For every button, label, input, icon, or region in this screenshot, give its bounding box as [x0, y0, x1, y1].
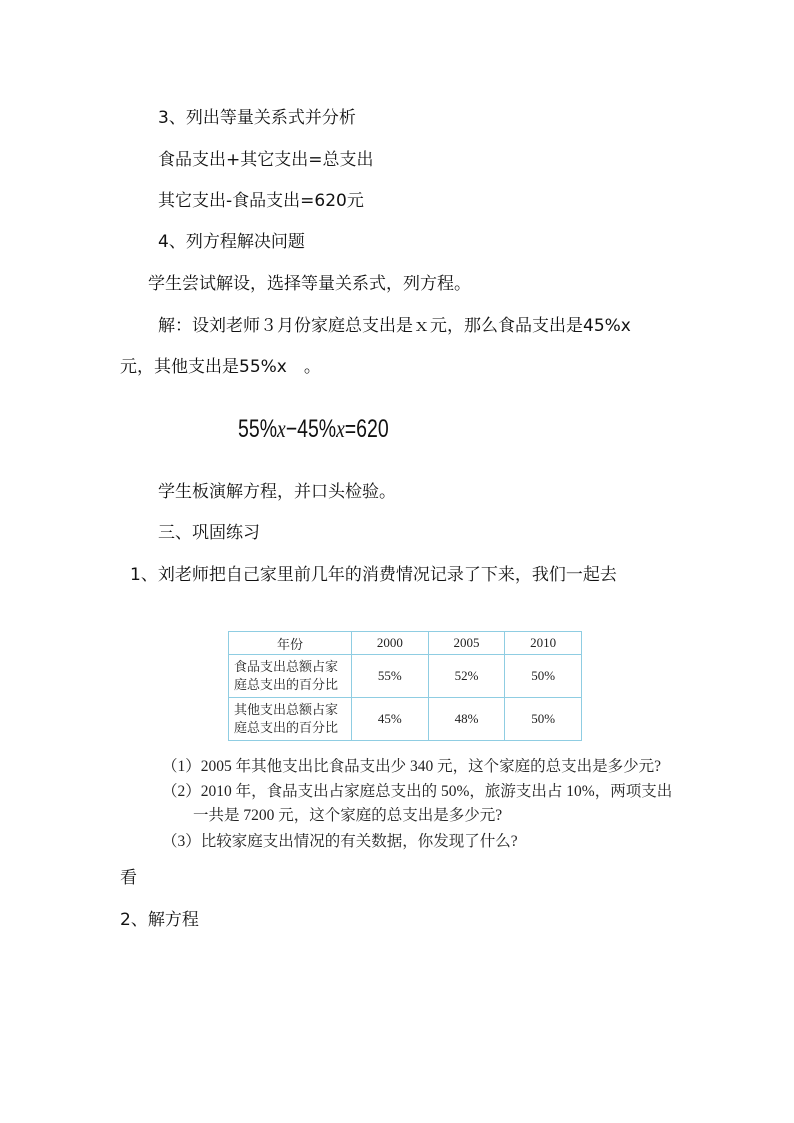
line-student-try: 学生尝试解设，选择等量关系式，列方程。 — [148, 274, 471, 294]
equation-result: =620 — [344, 415, 389, 443]
question-2-line-2: 一共是 7200 元，这个家庭的总支出是多少元? — [193, 807, 503, 824]
line-exercise-2: 2、解方程 — [120, 910, 199, 930]
line-relation-1: 食品支出+其它支出=总支出 — [158, 150, 374, 170]
expense-table — [228, 631, 582, 741]
line-solution-2: 元，其他支出是55%x 。 — [120, 357, 321, 377]
table-header-row — [229, 632, 582, 655]
section-title-practice: 三、巩固练习 — [158, 523, 260, 543]
line-relation-2: 其它支出-食品支出=620元 — [158, 191, 364, 211]
table-header-cell: 2005 — [428, 632, 505, 655]
table-header-cell: 2010 — [505, 632, 582, 655]
line-solution-1: 解：设刘老师３月份家庭总支出是ｘ元，那么食品支出是45%x — [158, 316, 631, 336]
line-board-solve: 学生板演解方程，并口头检验。 — [158, 482, 396, 502]
table-row-label: 其他支出总额占家庭总支出的百分比 — [229, 698, 352, 741]
question-3: （3）比较家庭支出情况的有关数据，你发现了什么? — [162, 833, 518, 850]
line-exercise-1: 1、刘老师把自己家里前几年的消费情况记录了下来，我们一起去 — [130, 565, 617, 585]
table-header-cell: 2000 — [352, 632, 429, 655]
equation-minus: − — [285, 415, 298, 443]
question-1: （1）2005 年其他支出比食品支出少 340 元，这个家庭的总支出是多少元? — [162, 758, 662, 775]
line-step3: 3、列出等量关系式并分析 — [158, 108, 356, 128]
table-cell: 48% — [428, 698, 505, 741]
line-step4: 4、列方程解决问题 — [158, 232, 305, 252]
table-cell: 55% — [352, 655, 429, 698]
equation-var-a: x — [277, 416, 286, 443]
table-cell: 52% — [428, 655, 505, 698]
question-2-line-1: （2）2010 年，食品支出占家庭总支出的 50%，旅游支出占 10%，两项支出 — [162, 783, 673, 800]
line-look: 看 — [120, 868, 137, 888]
table-cell: 50% — [505, 698, 582, 741]
table-row — [229, 655, 582, 698]
equation-var-b: x — [336, 416, 345, 443]
table-row-label: 食品支出总额占家庭总支出的百分比 — [229, 655, 352, 698]
table-header-cell: 年份 — [229, 632, 352, 655]
table-cell: 45% — [352, 698, 429, 741]
table-row — [229, 698, 582, 741]
equation-term-b: 45% — [297, 415, 337, 443]
equation — [238, 415, 389, 444]
equation-term-a: 55% — [238, 415, 278, 443]
table-cell: 50% — [505, 655, 582, 698]
